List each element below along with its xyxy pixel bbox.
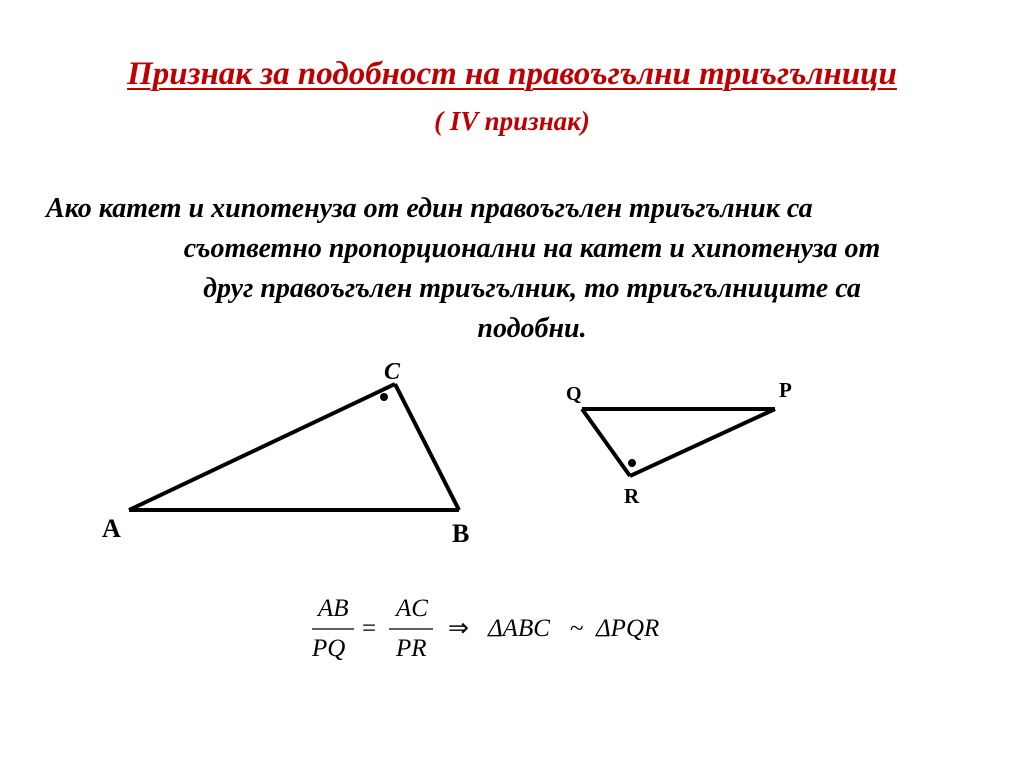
side-cb [395, 384, 459, 510]
right-angle-mark-r [628, 459, 636, 467]
fraction-2-denominator: PR [396, 635, 427, 662]
theorem-line-4: подобни. [477, 313, 587, 344]
similarity-formula [300, 590, 700, 670]
fraction-2-numerator: AC [396, 595, 428, 622]
right-angle-mark-c [380, 393, 388, 401]
vertex-label-a: A [102, 514, 121, 543]
vertex-label-b: B [452, 519, 470, 548]
conclusion-left: ΔABC [488, 615, 550, 642]
side-qr [582, 409, 630, 476]
fraction-1-denominator: PQ [312, 635, 346, 662]
vertex-label-r: R [624, 484, 640, 508]
side-rp [630, 409, 775, 476]
similar-sign: ~ [570, 615, 584, 642]
vertex-label-p: P [779, 378, 792, 402]
triangle-pqr [566, 378, 792, 508]
slide-title-text: Признак за подобност на правоъгълни триъгълници [127, 56, 897, 92]
equals-sign: = [362, 615, 377, 642]
implies-arrow: ⇒ [448, 615, 469, 642]
fraction-1-numerator: AB [318, 595, 349, 622]
conclusion-right: ΔPQR [596, 615, 660, 642]
triangle-abc [102, 359, 469, 548]
theorem-line-2: съответно пропорционални на катет и хипотенуза от [183, 233, 881, 264]
theorem-line-1: Ако катет и хипотенуза от един правоъгълен триъгълник са [46, 193, 813, 224]
slide-subtitle: ( IV признак) [434, 106, 590, 136]
theorem-line-3: друг правоъгълен триъгълник, то триъгълниците са [203, 273, 861, 304]
vertex-label-c: C [384, 359, 401, 385]
vertex-label-q: Q [566, 383, 582, 405]
side-ac [129, 384, 395, 510]
